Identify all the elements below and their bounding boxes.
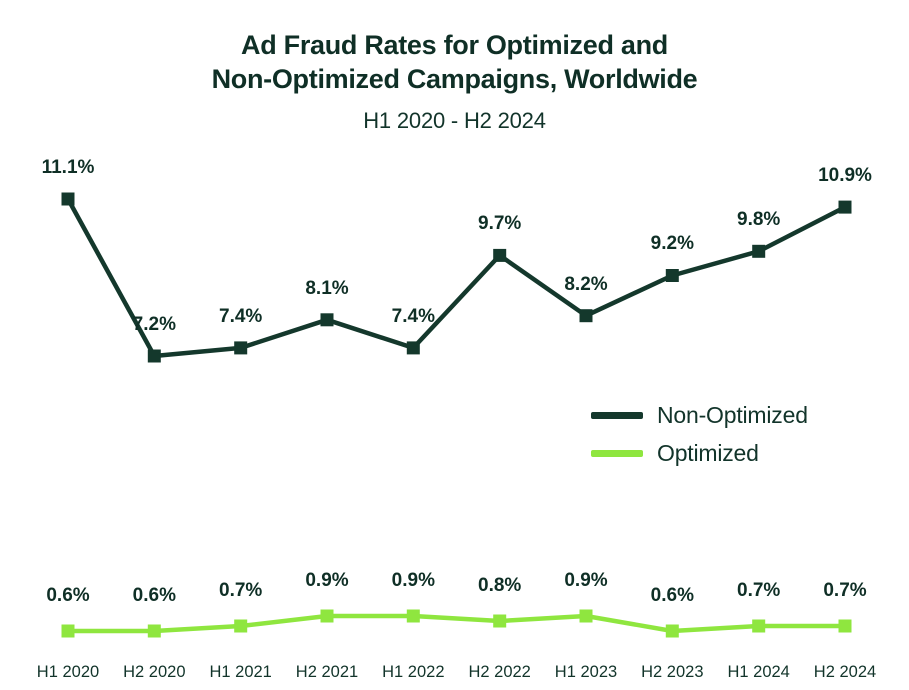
data-label-non-optimized: 9.7% — [478, 213, 522, 235]
x-axis-label: H1 2023 — [554, 663, 618, 681]
data-label-non-optimized: 7.4% — [219, 305, 263, 327]
x-axis-label: H2 2021 — [295, 663, 359, 681]
data-label-optimized: 0.9% — [391, 570, 435, 591]
chart-title-line-1: Ad Fraud Rates for Optimized and — [241, 30, 668, 60]
chart-title-line-2: Non-Optimized Campaigns, Worldwide — [211, 64, 698, 94]
chart-legend — [591, 396, 881, 472]
data-label-non-optimized: 8.1% — [305, 277, 349, 299]
x-axis-label: H2 2024 — [813, 663, 877, 681]
legend-swatch-non-optimized — [591, 412, 643, 419]
data-label-optimized: 0.8% — [478, 575, 522, 596]
data-label-optimized: 0.9% — [564, 570, 608, 591]
data-label-optimized: 0.6% — [650, 585, 694, 606]
x-axis-label: H1 2022 — [382, 663, 445, 681]
data-label-optimized: 0.6% — [46, 585, 90, 606]
x-axis-label: H2 2023 — [641, 663, 704, 681]
data-label-non-optimized: 10.9% — [818, 165, 872, 187]
legend-item-optimized[interactable] — [591, 434, 881, 472]
chart-subtitle: H1 2020 - H2 2024 — [363, 108, 546, 133]
legend-swatch-optimized — [591, 450, 643, 457]
data-label-non-optimized: 7.2% — [132, 314, 176, 335]
data-label-optimized: 0.6% — [132, 585, 176, 606]
x-axis-label: H2 2022 — [468, 663, 531, 681]
data-label-optimized: 0.7% — [737, 580, 781, 601]
legend-item-non-optimized[interactable] — [591, 396, 881, 434]
data-label-non-optimized: 7.4% — [391, 305, 435, 327]
x-axis-label: H1 2024 — [727, 663, 790, 681]
data-label-non-optimized: 8.2% — [564, 273, 608, 295]
data-label-optimized: 0.9% — [305, 570, 349, 591]
legend-label-non-optimized: Non-Optimized — [657, 401, 808, 428]
data-label-optimized: 0.7% — [823, 580, 867, 601]
data-label-optimized: 0.7% — [219, 580, 263, 601]
legend-label-optimized: Optimized — [657, 439, 759, 466]
data-label-non-optimized: 9.2% — [650, 233, 694, 255]
data-label-non-optimized: 9.8% — [737, 209, 781, 231]
x-axis-label: H1 2021 — [209, 663, 272, 681]
data-label-non-optimized: 11.1% — [41, 157, 95, 178]
x-axis-label: H1 2020 — [36, 663, 100, 681]
x-axis-label: H2 2020 — [123, 663, 186, 681]
